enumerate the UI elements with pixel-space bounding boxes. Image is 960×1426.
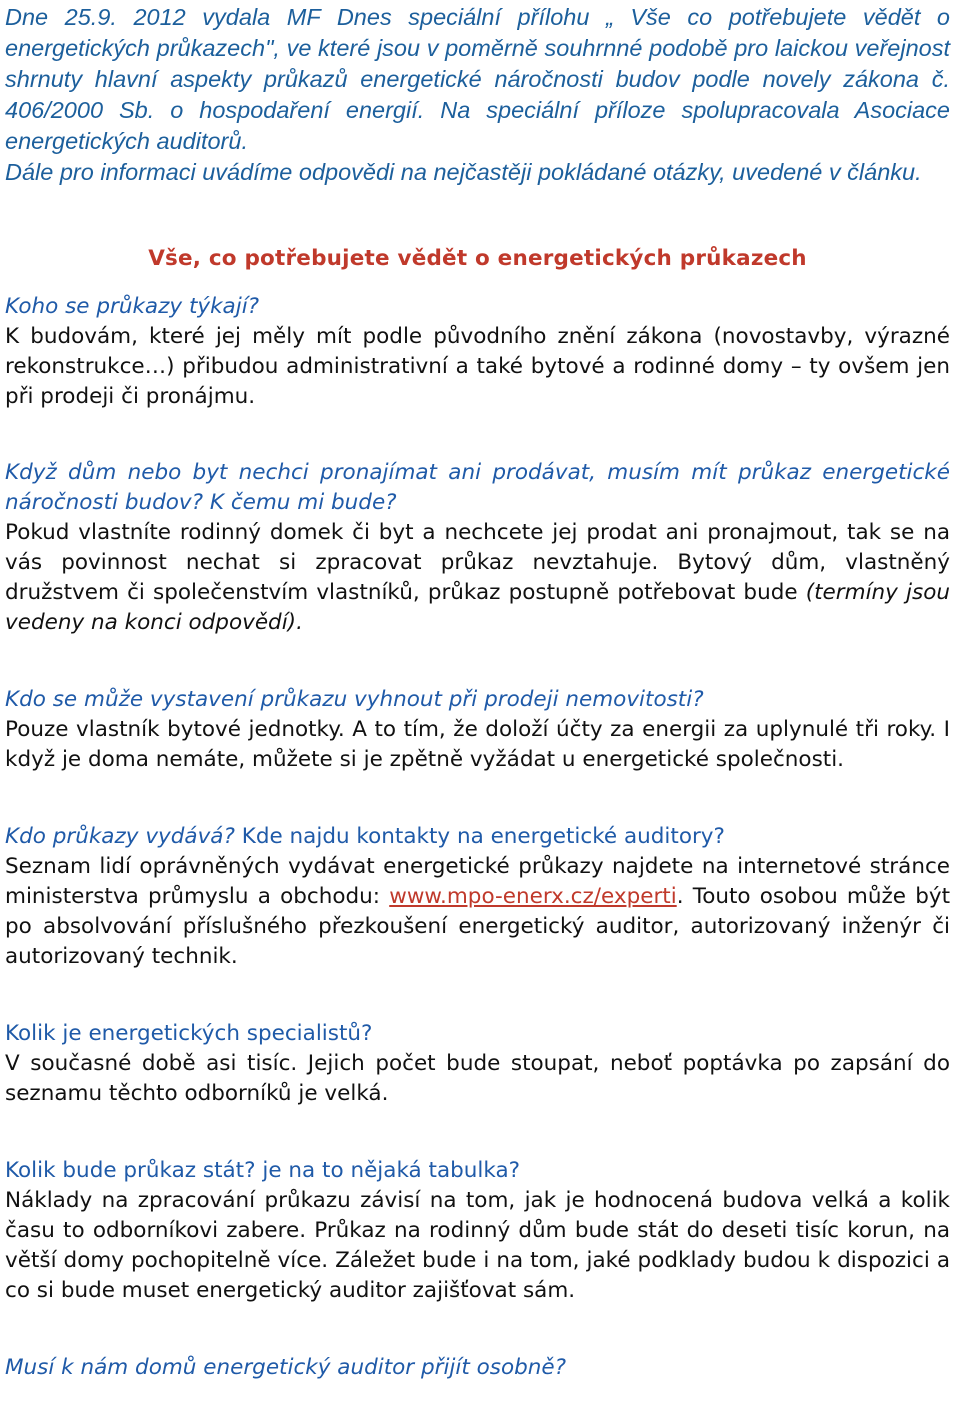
answer-1: K budovám, které jej měly mít podle původního znění zákona (novostavby, výrazné rekonstrukce…) přibudou administrativní a také bytové a rodinné domy – ty ovšem jen při prodeji či pronájmu. xyxy=(5,324,950,409)
answer-4-text-after: . Touto osobou může být po absolvování příslušného přezkoušení energetický auditor, autorizovaný inženýr či autorizovaný technik. xyxy=(5,884,951,969)
document-page xyxy=(0,2,960,1426)
answer-6: Náklady na zpracování průkazu závisí na tom, jak je hodnocená budova velká a kolik času to odborníkovi zabere. Průkaz na rodinný dům bude stát do deseti tisíc korun, na větší domy pochopitelně více. Záležet bude i na tom, jaké podklady budou k dispozici a co si bude muset energetický auditor zajišťovat sám. xyxy=(5,1188,950,1303)
question-2 xyxy=(5,458,950,518)
question-1-text: Koho se průkazy týkají? xyxy=(5,294,260,319)
question-6 xyxy=(5,1156,950,1186)
article-title: Vše, co potřebujete vědět o energetických průkazech xyxy=(148,246,807,271)
question-4 xyxy=(5,822,950,852)
question-7 xyxy=(5,1353,950,1383)
question-4-text: Kdo průkazy vydává? xyxy=(5,824,235,849)
answer-2-text: Pokud vlastníte rodinný domek či byt a nechcete jej prodat ani pronajmout, tak se na vás povinnost nechat si zpracovat průkaz nevztahuje. Bytový dům, vlastněný družstvem či společenstvím vlastníků, průkaz postupně potřebovat bude xyxy=(5,520,950,605)
answer-2 xyxy=(5,518,950,638)
answer-3: Pouze vlastník bytové jednotky. A to tím, že doloží účty za energii za uplynulé tři roky. I když je doma nemáte, můžete si je zpětně vyžádat u energetické společnosti. xyxy=(5,717,950,772)
intro-paragraph-2: Dále pro informaci uvádíme odpovědi na nejčastěji pokládané otázky, uvedené v článku. xyxy=(5,159,922,185)
qa-block-4 xyxy=(5,822,950,972)
qa-block-2 xyxy=(5,458,950,638)
mpo-experti-link[interactable]: www.mpo-enerx.cz/experti xyxy=(389,884,677,909)
question-2-text: Když dům nebo byt nechci pronajímat ani prodávat, musím mít průkaz energetické náročnosti budov? xyxy=(5,460,950,515)
question-5-text: Kolik je energetických specialistů? xyxy=(5,1021,373,1046)
question-5 xyxy=(5,1019,950,1049)
question-1 xyxy=(5,292,950,322)
question-2-subtext: K čemu mi bude? xyxy=(203,490,397,515)
qa-block-7 xyxy=(5,1353,950,1383)
qa-block-1 xyxy=(5,292,950,412)
qa-block-6 xyxy=(5,1156,950,1306)
qa-block-3 xyxy=(5,685,950,775)
question-6-subtext: je na to nějaká tabulka? xyxy=(255,1158,521,1183)
question-7-text: Musí k nám domů energetický auditor přijít osobně? xyxy=(5,1355,567,1380)
intro-paragraph-1: Dne 25.9. 2012 vydala MF Dnes speciální přílohu „ Vše co potřebujete vědět o energetických průkazech", ve které jsou v poměrně souhrnné podobě pro laickou veřejnost shrnuty hlavní aspekty průkazů energetické náročnosti budov podle novely zákona č. 406/2000 Sb. o hospodaření energií. Na speciální příloze spolupracovala Asociace energetických auditorů. xyxy=(5,4,950,154)
intro-section xyxy=(5,2,950,188)
qa-block-5 xyxy=(5,1019,950,1109)
answer-2-note: (termíny jsou vedeny na konci odpovědí). xyxy=(5,580,950,635)
question-4-subtext: Kde najdu kontakty na energetické auditory? xyxy=(234,824,725,849)
question-6-text: Kolik bude průkaz stát? xyxy=(5,1158,256,1183)
answer-4-text: Seznam lidí oprávněných vydávat energetické průkazy najdete na internetové stránce ministerstva průmyslu a obchodu: xyxy=(5,854,950,909)
question-3-text: Kdo se může vystavení průkazu vyhnout při prodeji nemovitosti? xyxy=(5,687,704,712)
answer-4 xyxy=(5,852,950,972)
answer-5: V současné době asi tisíc. Jejich počet bude stoupat, neboť poptávka po zapsání do seznamu těchto odborníků je velká. xyxy=(5,1051,950,1106)
question-3 xyxy=(5,685,950,715)
